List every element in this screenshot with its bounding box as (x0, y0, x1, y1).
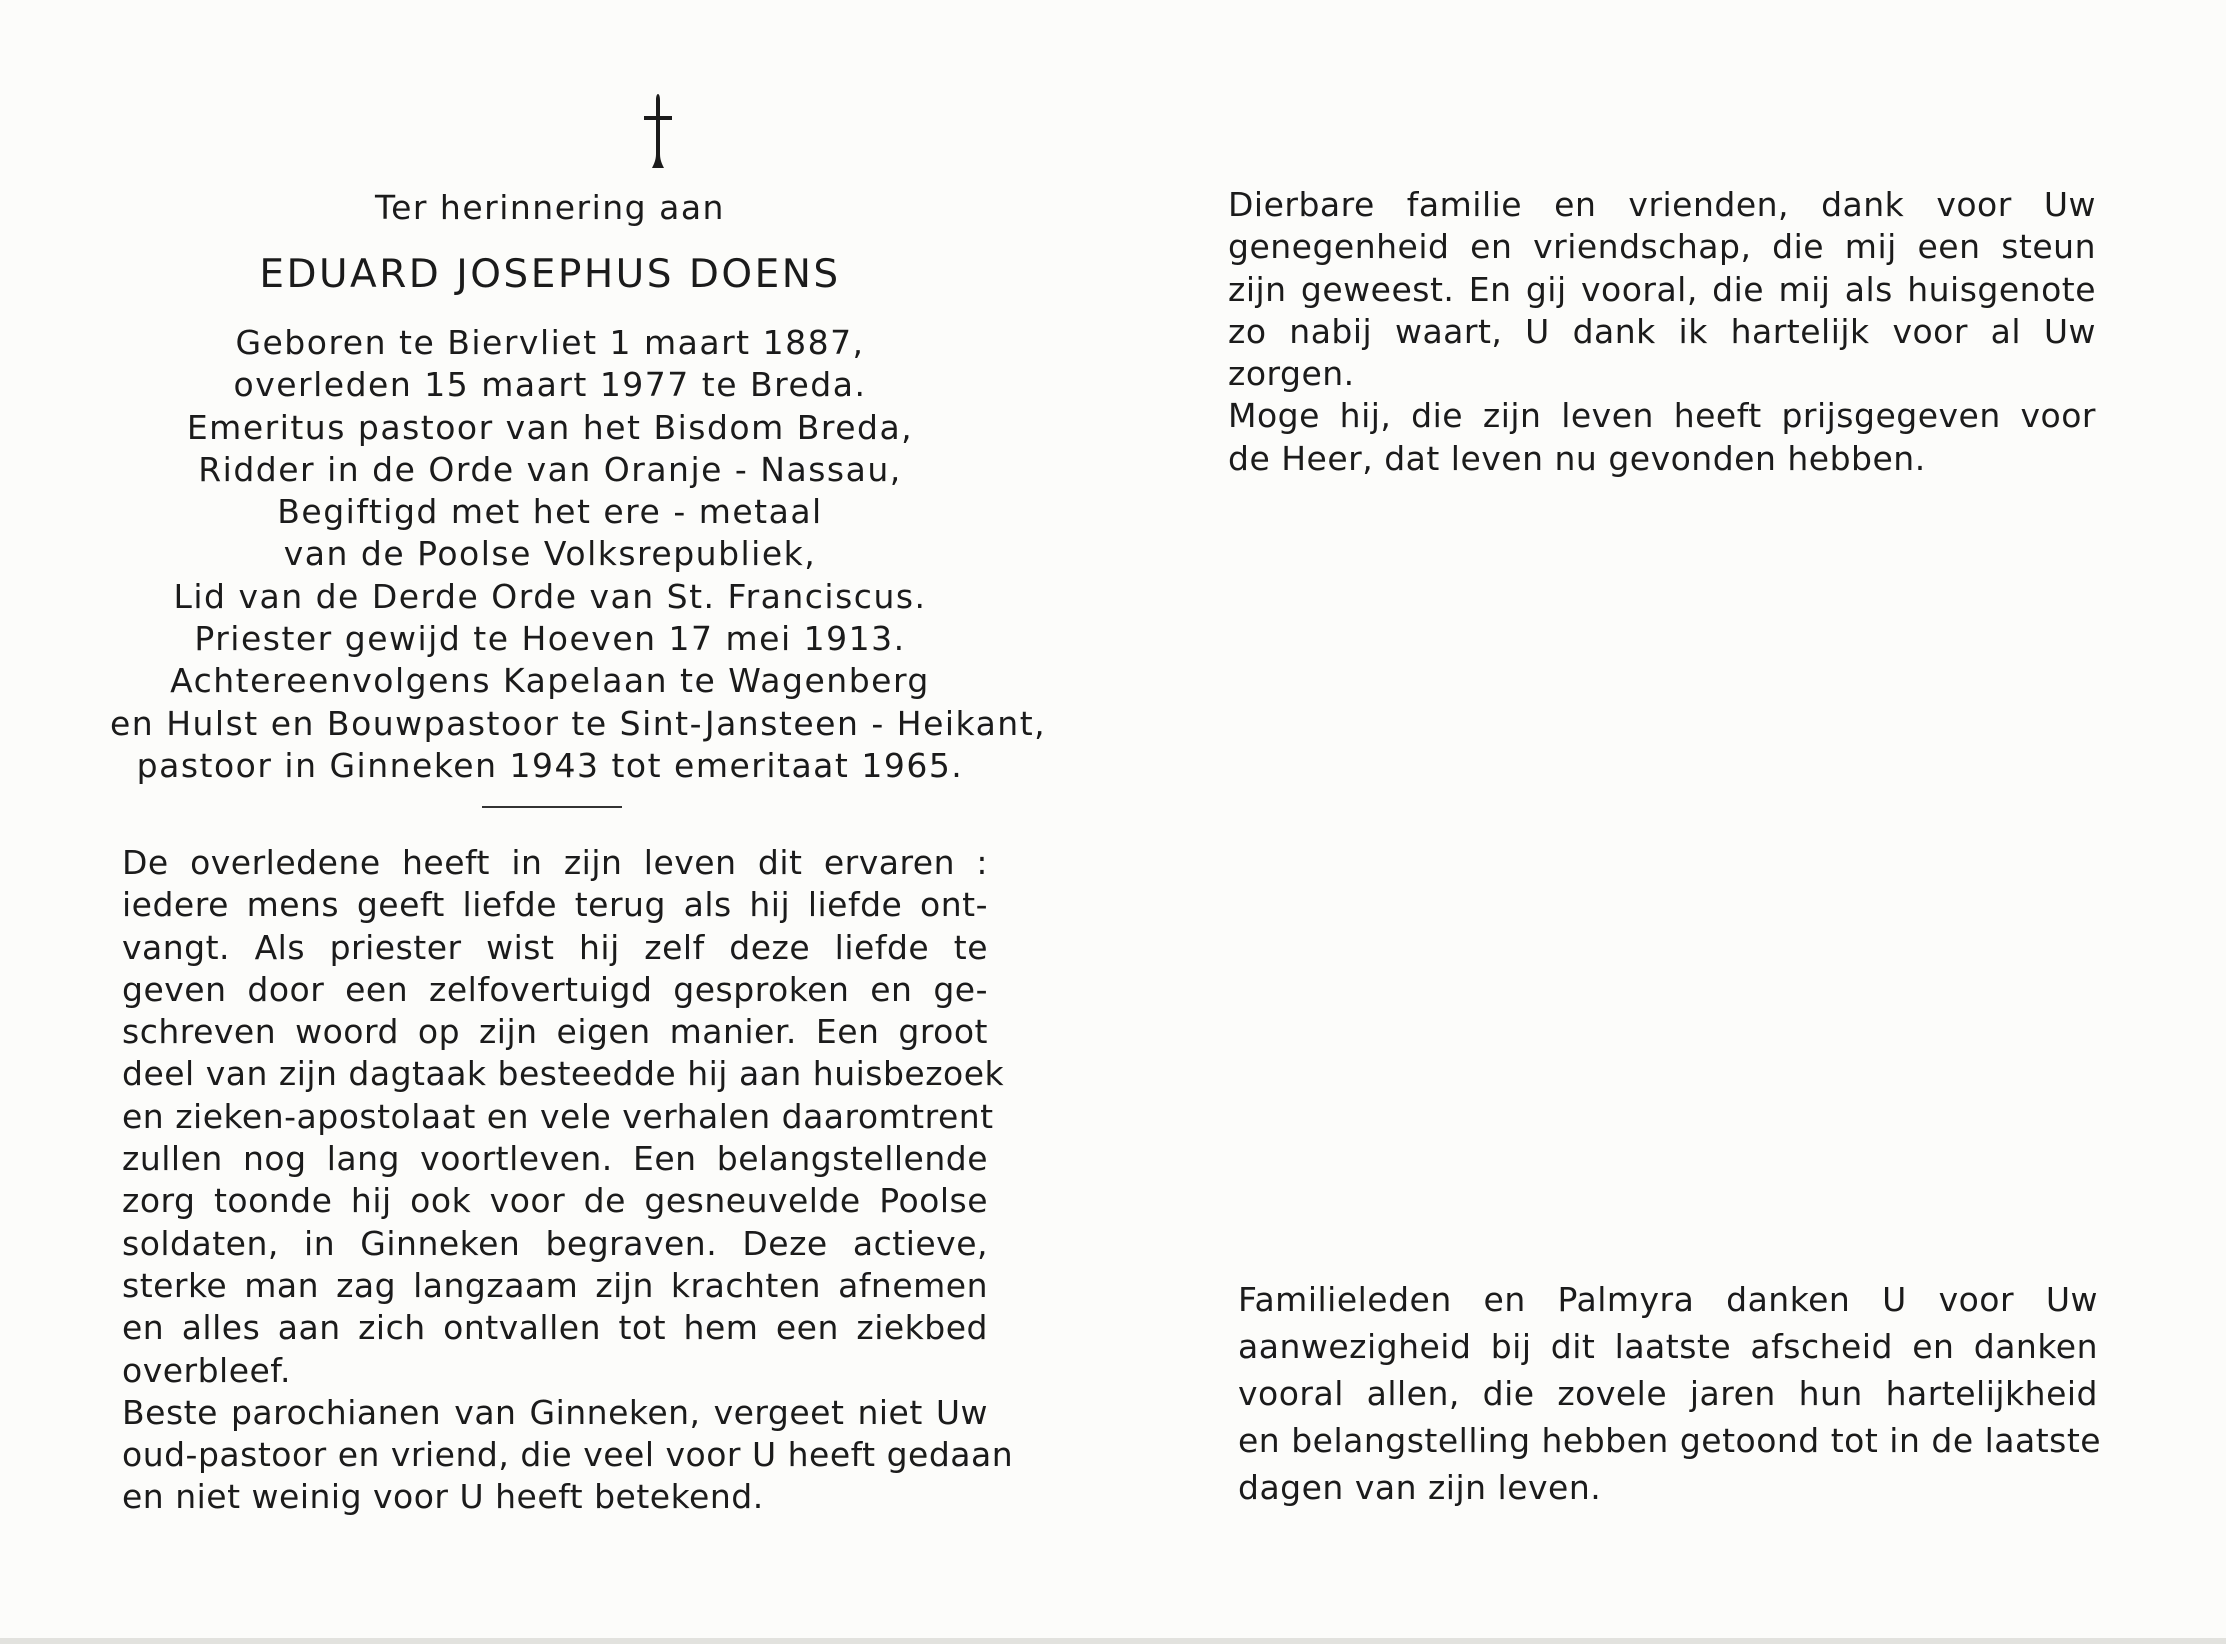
bio-line: Emeritus pastoor van het Bisdom Breda, (186, 407, 914, 447)
thanks-line: zo nabij waart, U dank ik hartelijk voor al Uw (1228, 311, 2096, 351)
bio-line: en Hulst en Bouwpastoor te Sint-Jansteen - Heikant, (110, 703, 1047, 743)
bio-block (110, 322, 1047, 787)
bio-line: Begiftigd met het ere - metaal (277, 492, 823, 532)
tribute-line: zorg toonde hij ook voor de gesneuvelde Poolse (122, 1181, 988, 1221)
intro-text: Ter herinnering aan (375, 188, 725, 227)
bio-line: Ridder in de Orde van Oranje - Nassau, (198, 449, 902, 489)
tribute-line: en alles aan zich ontvallen tot hem een ziekbed (122, 1308, 988, 1348)
family-thanks-line: vooral allen, die zovele jaren hun hartelijkheid (1238, 1374, 2098, 1413)
thanks-line: de Heer, dat leven nu gevonden hebben. (1228, 438, 1926, 478)
tribute-line: iedere mens geeft liefde terug als hij liefde ont- (122, 885, 988, 925)
deceased-name: EDUARD JOSEPHUS DOENS (259, 252, 841, 297)
cross-icon (630, 90, 686, 170)
bio-line: van de Poolse Volksrepubliek, (283, 534, 817, 574)
bio-line: pastoor in Ginneken 1943 tot emeritaat 1965. (136, 745, 964, 785)
tribute-paragraph (122, 842, 1014, 1519)
tribute-line: en zieken-apostolaat en vele verhalen daaromtrent (122, 1096, 994, 1136)
thanks-line: genegenheid en vriendschap, die mij een steun (1228, 227, 2096, 267)
tribute-line: schreven woord op zijn eigen manier. Een groot (122, 1012, 988, 1052)
tribute-line: deel van zijn dagtaak besteedde hij aan huisbezoek (122, 1054, 1005, 1094)
family-thanks-paragraph (1238, 1276, 2102, 1511)
family-thanks-line: aanwezigheid bij dit laatste afscheid en danken (1238, 1327, 2098, 1366)
tribute-line: soldaten, in Ginneken begraven. Deze actieve, (122, 1223, 988, 1263)
tribute-line: vangt. Als priester wist hij zelf deze liefde te (122, 927, 988, 967)
tribute-line: De overledene heeft in zijn leven dit ervaren : (122, 843, 988, 882)
tribute-line: sterke man zag langzaam zijn krachten afnemen (122, 1265, 988, 1305)
tribute-line: zullen nog lang voortleven. Een belangstellende (122, 1139, 988, 1179)
card-edge (0, 1638, 2226, 1644)
bio-line: Geboren te Biervliet 1 maart 1887, (235, 323, 865, 362)
thanks-line: Moge hij, die zijn leven heeft prijsgegeven voor (1228, 396, 2096, 436)
tribute-line: en niet weinig voor U heeft betekend. (122, 1477, 764, 1517)
thanks-line: Dierbare familie en vrienden, dank voor Uw (1228, 185, 2096, 224)
tribute-line: oud-pastoor en vriend, die veel voor U heeft gedaan (122, 1435, 1014, 1475)
thanks-line: zijn geweest. En gij vooral, die mij als huisgenote (1228, 269, 2096, 309)
family-thanks-line: Familieleden en Palmyra danken U voor Uw (1238, 1280, 2098, 1319)
divider (482, 806, 622, 808)
bio-line: Lid van de Derde Orde van St. Franciscus. (173, 576, 927, 616)
tribute-line: overbleef. (122, 1350, 292, 1390)
thanks-line: zorgen. (1228, 354, 1355, 394)
thanks-paragraph (1228, 184, 2096, 480)
bio-line: overleden 15 maart 1977 te Breda. (233, 365, 867, 405)
bio-line: Priester gewijd te Hoeven 17 mei 1913. (194, 619, 906, 659)
family-thanks-line: dagen van zijn leven. (1238, 1468, 1602, 1507)
tribute-line: geven door een zelfovertuigd gesproken en ge- (122, 969, 988, 1009)
family-thanks-line: en belangstelling hebben getoond tot in de laatste (1238, 1421, 2102, 1460)
tribute-line: Beste parochianen van Ginneken, vergeet niet Uw (122, 1392, 988, 1432)
bio-line: Achtereenvolgens Kapelaan te Wagenberg (170, 661, 930, 701)
